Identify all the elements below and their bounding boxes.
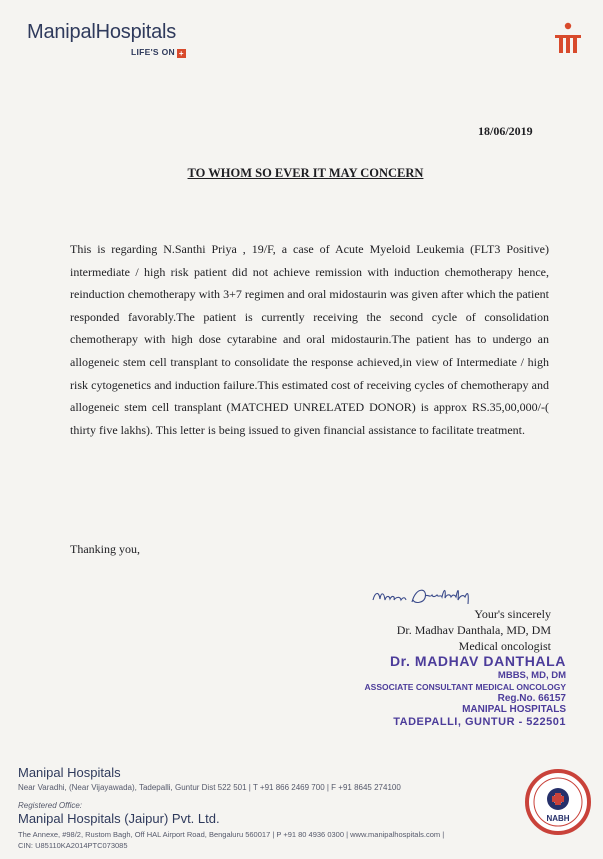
- closing-line: Thanking you,: [70, 542, 140, 556]
- footer-hospital-name: Manipal Hospitals: [18, 765, 121, 780]
- stamp-name: Dr. MADHAV DANTHALA: [389, 653, 566, 669]
- nabh-badge-text: NABH: [546, 814, 570, 823]
- footer-company-address: The Annexe, #98/2, Rustom Bagh, Off HAL Airport Road, Bengaluru 560017 | P +91 80 4936 0300 | www.manipalhospitals.com |: [18, 830, 445, 839]
- letter-footer: [18, 765, 444, 850]
- letter-date: 18/06/2019: [478, 124, 533, 138]
- signoff-line-2: Dr. Madhav Danthala, MD, DM: [396, 623, 551, 637]
- signoff-line-3: Medical oncologist: [458, 639, 551, 653]
- footer-registered-label: Registered Office:: [18, 801, 83, 810]
- stamp-designation: ASSOCIATE CONSULTANT MEDICAL ONCOLOGY: [364, 682, 566, 692]
- brand-tagline: [131, 47, 186, 58]
- letter-title-row: [0, 164, 603, 182]
- manipal-logo-icon: [553, 22, 583, 56]
- footer-address: Near Varadhi, (Near Vijayawada), Tadepalli, Guntur Dist 522 501 | T +91 866 2469 700 | F +91 8645 274100: [18, 783, 401, 792]
- doctor-stamp: [360, 653, 566, 728]
- stamp-reg: Reg.No. 66157: [497, 693, 566, 704]
- signoff-block: [372, 606, 551, 654]
- signoff-line-1: Your's sincerely: [474, 607, 551, 621]
- letter-title: TO WHOM SO EVER IT MAY CONCERN: [187, 166, 424, 180]
- stamp-location: TADEPALLI, GUNTUR - 522501: [393, 716, 566, 728]
- tagline-text: LIFE'S ON: [131, 47, 175, 57]
- footer-company: Manipal Hospitals (Jaipur) Pvt. Ltd.: [18, 811, 220, 826]
- nabh-accreditation-icon: [525, 769, 591, 835]
- stamp-degrees: MBBS, MD, DM: [497, 670, 566, 681]
- stamp-hospital: MANIPAL HOSPITALS: [462, 704, 566, 715]
- brand-name: ManipalHospitals: [27, 21, 177, 43]
- body-paragraph: This is regarding N.Santhi Priya , 19/F, a case of Acute Myeloid Leukemia (FLT3 Positive) intermediate / high risk patient did not achieve remission with induction chemotherapy hence, reinduction chemotherapy with 3+7 regimen and oral midostaurin was given after which the patient responded favorably.The patient is currently receiving the second cycle of consolidation chemotherapy with high dose cytarabine and oral midostaurin.The patient has to undergo an allogeneic stem cell transplant to consolidate the response achieved,in view of Intermediate / high risk cytogenetics and induction failure.This estimated cost of receiving cycles of chemotherapy and allogeneic stem cell transplant (MATCHED UNRELATED DONOR) is approx RS.35,00,000/-( thirty five lakhs). This letter is being issued to given financial assistance to facilitate treatment.: [70, 242, 549, 437]
- letter-body: [70, 238, 549, 441]
- footer-cin: CIN: U85110KA2014PTC073085: [18, 841, 128, 850]
- tagline-plus-icon: +: [177, 49, 186, 58]
